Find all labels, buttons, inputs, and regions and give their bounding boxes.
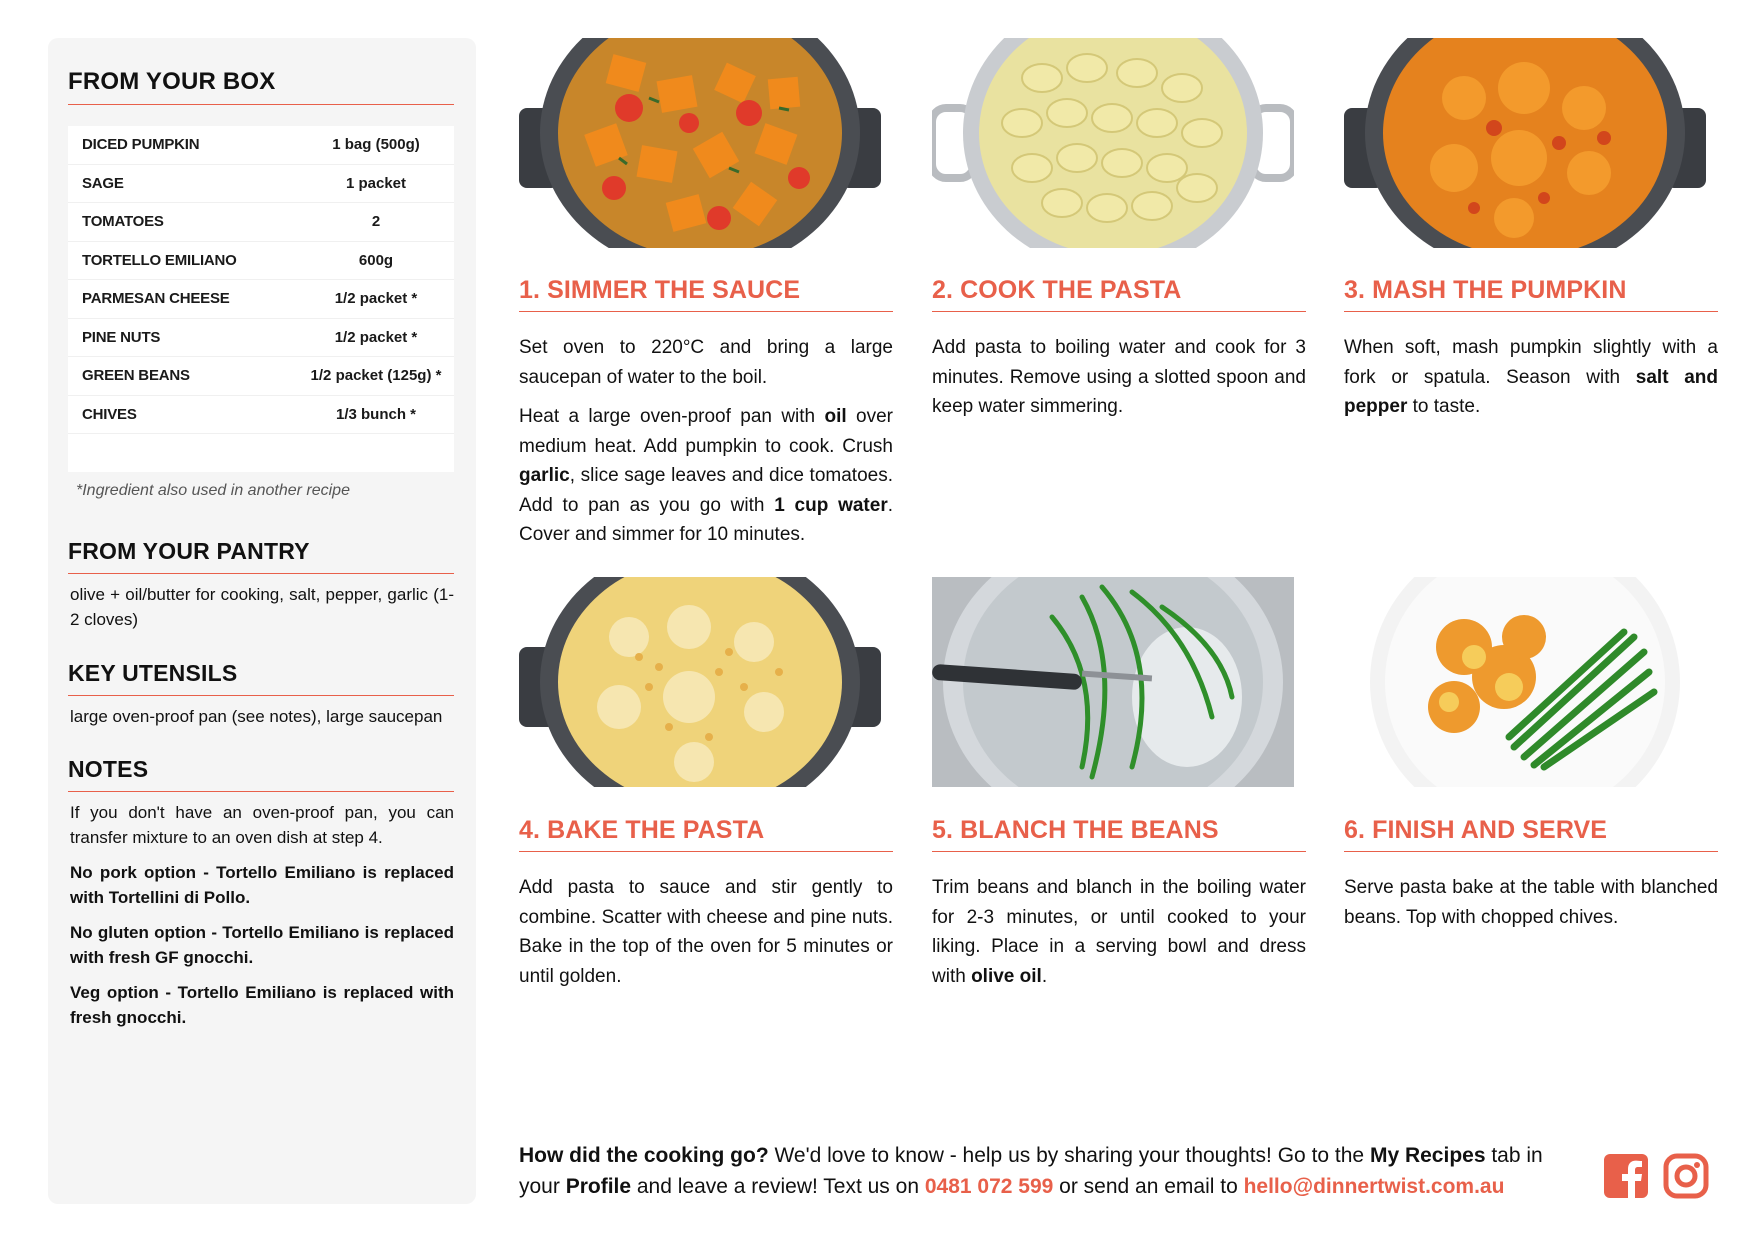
step-1-para-1: Set oven to 220°C and bring a large saucepan of water to the boil. — [519, 337, 893, 388]
ingredient-qty: 1/2 packet * — [334, 328, 418, 346]
ingredient-name: TORTELLO EMILIANO — [82, 251, 237, 269]
text-run: or send an email to — [1053, 1175, 1244, 1198]
text-run: and leave a review! Text us on — [631, 1175, 925, 1198]
text-bold: salt and pepper — [1344, 366, 1718, 417]
step-2-para-1: Add pasta to boiling water and cook for 3 minutes. Remove using a slotted spoon and keep water simmering. — [932, 337, 1306, 417]
notes-list — [70, 800, 454, 1040]
step-2-body — [932, 333, 1306, 432]
step-4-photo — [519, 577, 881, 787]
step-1-para-2 — [519, 402, 893, 550]
ingredient-footnote: *Ingredient also used in another recipe — [76, 482, 350, 499]
step-4-para-1: Add pasta to sauce and stir gently to combine. Scatter with cheese and pine nuts. Bake in the top of the oven for 5 minutes or until golden. — [519, 877, 893, 987]
text-bold: garlic — [519, 465, 570, 486]
text-run: to taste. — [1407, 396, 1481, 417]
text-run: tab in your — [519, 1144, 1543, 1198]
facebook-icon[interactable] — [1602, 1152, 1650, 1200]
text-run: Heat a large oven-proof pan with — [519, 406, 825, 427]
step-4-title: 4. BAKE THE PASTA — [519, 816, 893, 852]
profile-label: Profile — [565, 1175, 632, 1198]
pantry-text: olive + oil/butter for cooking, salt, pepper, garlic (1-2 cloves) — [70, 585, 454, 629]
step-5-title: 5. BLANCH THE BEANS — [932, 816, 1306, 852]
ingredient-name: SAGE — [82, 174, 124, 192]
step-2-photo — [932, 38, 1294, 248]
ingredient-name: CHIVES — [82, 405, 137, 423]
utensils-text: large oven-proof pan (see notes), large saucepan — [70, 707, 443, 726]
ingredient-qty: 2 — [371, 213, 381, 231]
ingredient-name: TOMATOES — [82, 213, 164, 231]
text-bold: olive oil — [971, 965, 1042, 987]
ingredient-qty: 600g — [358, 251, 394, 269]
ingredient-qty: 1/2 packet * — [334, 290, 418, 308]
ingredient-name: PINE NUTS — [82, 328, 161, 346]
ingredient-qty: 1 bag (500g) — [332, 136, 420, 154]
step-6-title: 6. FINISH AND SERVE — [1344, 816, 1718, 852]
text-run: When soft, mash pumpkin slightly with a fork or spatula. Season with — [1344, 337, 1718, 388]
feedback-question: How did the cooking go? — [519, 1144, 769, 1167]
ingredient-row — [68, 280, 454, 319]
text-bold: oil — [824, 406, 847, 427]
text-run: We'd love to know - help us by sharing your thoughts! Go to the — [768, 1144, 1370, 1167]
ingredient-row — [68, 126, 454, 165]
ingredient-table — [68, 126, 454, 472]
text-run: . — [1041, 965, 1048, 987]
step-3-body — [1344, 333, 1718, 432]
step-5-body — [932, 873, 1306, 1001]
notes-title: NOTES — [68, 756, 454, 792]
my-recipes-label: My Recipes — [1369, 1144, 1486, 1167]
instagram-icon[interactable] — [1662, 1152, 1710, 1200]
text-run: Trim beans and blanch in the boiling water for 2-3 minutes, or until cooked to your liking. Place in a serving bowl and dress with — [932, 877, 1306, 987]
key-utensils-title: KEY UTENSILS — [68, 660, 454, 696]
step-2-title: 2. COOK THE PASTA — [932, 276, 1306, 312]
ingredients-sidebar — [48, 38, 476, 1204]
note-veg: Veg option - Tortello Emiliano is replaced with fresh gnocchi. — [70, 983, 454, 1027]
text-bold: 1 cup water — [774, 494, 888, 516]
ingredient-qty: 1/3 bunch * — [335, 405, 417, 423]
text-run: . Cover and simmer for 10 minutes. — [519, 494, 893, 545]
ingredient-row — [68, 357, 454, 396]
ingredient-row — [68, 396, 454, 435]
step-1-body — [519, 333, 893, 560]
step-6-para-1: Serve pasta bake at the table with blanched beans. Top with chopped chives. — [1344, 877, 1718, 928]
step-1-title: 1. SIMMER THE SAUCE — [519, 276, 893, 312]
ingredient-row — [68, 203, 454, 242]
text-run: over medium heat. Add pumpkin to cook. Crush — [519, 406, 893, 457]
step-1-photo — [519, 38, 881, 248]
ingredient-name: GREEN BEANS — [82, 367, 190, 385]
text-run: , slice sage leaves and dice tomatoes. Add to pan as you go with — [519, 465, 893, 516]
ingredient-name: PARMESAN CHEESE — [82, 290, 230, 308]
email-link[interactable]: hello@dinnertwist.com.au — [1243, 1175, 1505, 1198]
ingredient-qty: 1 packet — [345, 174, 407, 192]
from-your-pantry-title: FROM YOUR PANTRY — [68, 538, 454, 574]
step-4-body — [519, 873, 893, 1001]
note-no-gluten: No gluten option - Tortello Emiliano is replaced with fresh GF gnocchi. — [70, 923, 454, 967]
step-3-photo — [1344, 38, 1706, 248]
step-5-para-1 — [932, 873, 1306, 991]
from-your-box-title: FROM YOUR BOX — [68, 68, 454, 105]
ingredient-name: DICED PUMPKIN — [82, 136, 200, 154]
step-6-body — [1344, 873, 1718, 942]
ingredient-row — [68, 242, 454, 281]
feedback-text — [519, 1140, 1584, 1202]
step-3-para-1 — [1344, 333, 1718, 422]
note-no-pork: No pork option - Tortello Emiliano is replaced with Tortellini di Pollo. — [70, 863, 454, 907]
phone-link[interactable]: 0481 072 599 — [924, 1175, 1054, 1198]
note-oven-dish: If you don't have an oven-proof pan, you can transfer mixture to an oven dish at step 4. — [70, 803, 454, 847]
step-5-photo — [932, 577, 1294, 787]
step-6-photo — [1344, 577, 1706, 787]
step-3-title: 3. MASH THE PUMPKIN — [1344, 276, 1718, 312]
ingredient-row — [68, 165, 454, 204]
ingredient-row — [68, 319, 454, 358]
ingredient-qty: 1/2 packet (125g) * — [310, 367, 442, 385]
